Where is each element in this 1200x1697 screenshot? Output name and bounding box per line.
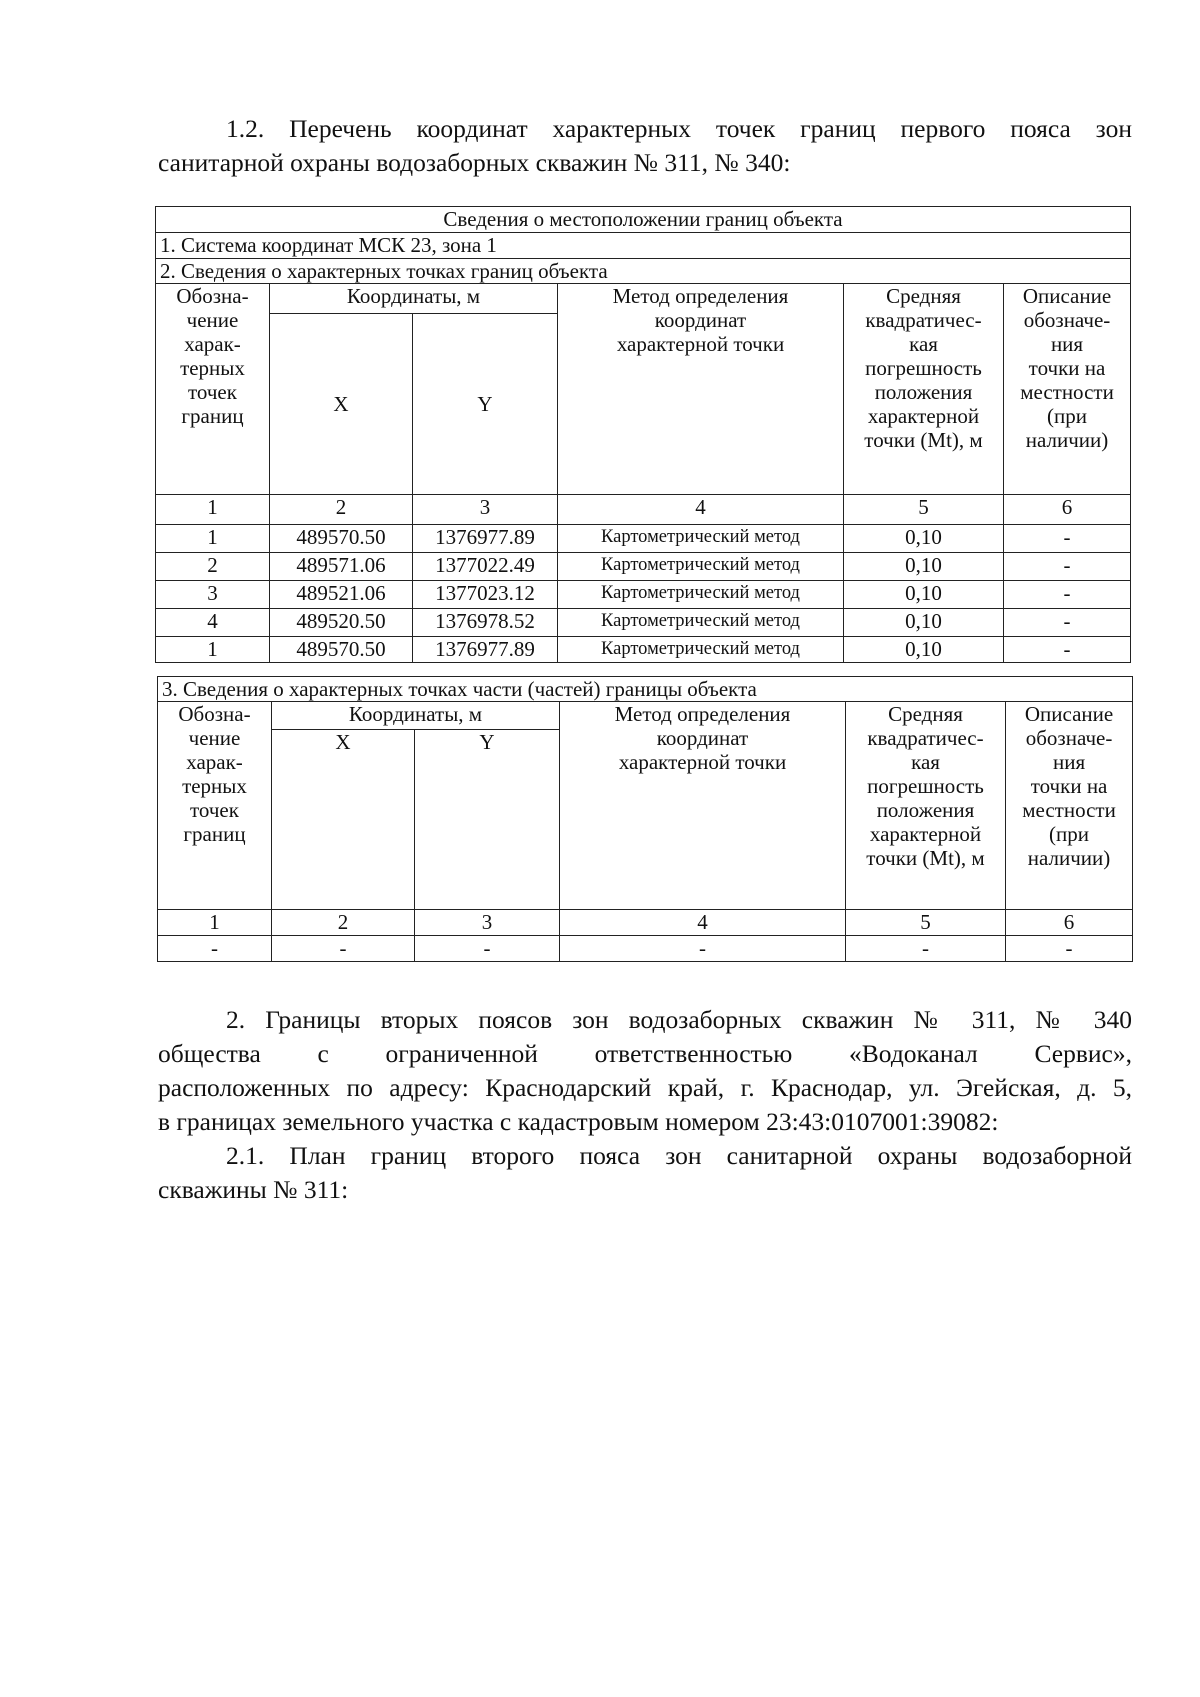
section-2-header: 2. Сведения о характерных точках границ объекта (156, 259, 1131, 284)
section-2-line-3: расположенных по адресу: Краснодарский край, г. Краснодар, ул. Эгейская, д. 5, (158, 1073, 1132, 1102)
description-header-2: Описание обозначе- ния точки на местности (при наличии) (1006, 702, 1133, 910)
section-2-line-2: общества с ограниченной ответственностью «Водоканал Сервис», (158, 1039, 1132, 1068)
section-2-1-paragraph (158, 1139, 1132, 1207)
table-row: 1 489570.50 1376977.89 Картометрический метод 0,10 - (156, 525, 1131, 553)
col-number: 6 (1004, 495, 1131, 525)
table-row: - - - - - - (158, 936, 1133, 962)
section-2-paragraph (158, 1003, 1132, 1139)
col-number: 1 (158, 910, 272, 936)
y-header-2: Y (415, 730, 560, 910)
method-header-2: Метод определения координат характерной точки (560, 702, 846, 910)
section-2-line-1-text: 2. Границы вторых поясов зон водозаборных скважин № 311, № 340 (226, 1005, 1132, 1034)
error-header: Средняя квадратичес- кая погрешность положения характерной точки (Mt), м (844, 284, 1004, 495)
table-row: 1 489570.50 1376977.89 Картометрический метод 0,10 - (156, 637, 1131, 663)
section-2-1-line-1-text: 2.1. План границ второго пояса зон санитарной охраны водозаборной (226, 1141, 1132, 1170)
description-header: Описание обозначе- ния точки на местности (при наличии) (1004, 284, 1131, 495)
col-number: 5 (844, 495, 1004, 525)
y-header: Y (413, 314, 558, 495)
designation-header: Обозна- чение харак- терных точек границ (156, 284, 270, 495)
table-row: 4 489520.50 1376978.52 Картометрический метод 0,10 - (156, 609, 1131, 637)
error-header-2: Средняя квадратичес- кая погрешность положения характерной точки (Mt), м (846, 702, 1006, 910)
col-number: 5 (846, 910, 1006, 936)
col-number: 2 (272, 910, 415, 936)
section-3-header: 3. Сведения о характерных точках части (частей) границы объекта (158, 677, 1133, 702)
section-2-line-4: в границах земельного участка с кадастровым номером 23:43:0107001:39082: (158, 1107, 999, 1136)
col-number: 1 (156, 495, 270, 525)
x-header-2: X (272, 730, 415, 910)
intro-line-1-text: 1.2. Перечень координат характерных точек границ первого пояса зон (226, 114, 1132, 143)
column-numbers-row (156, 495, 1131, 525)
method-header: Метод определения координат характерной точки (558, 284, 844, 495)
col-number: 3 (413, 495, 558, 525)
intro-paragraph (158, 112, 1132, 180)
coordinates-header: Координаты, м (270, 284, 558, 314)
col-number: 2 (270, 495, 413, 525)
col-number: 3 (415, 910, 560, 936)
boundary-table (155, 206, 1131, 663)
table-title: Сведения о местоположении границ объекта (156, 207, 1131, 233)
boundary-parts-table (157, 676, 1133, 962)
col-number: 4 (558, 495, 844, 525)
col-number: 6 (1006, 910, 1133, 936)
coordinate-system-row: 1. Система координат МСК 23, зона 1 (156, 233, 1131, 259)
table-row: 2 489571.06 1377022.49 Картометрический метод 0,10 - (156, 553, 1131, 581)
coordinates-header-2: Координаты, м (272, 702, 560, 730)
col-number: 4 (560, 910, 846, 936)
column-numbers-row-2 (158, 910, 1133, 936)
intro-line-2: санитарной охраны водозаборных скважин № 311, № 340: (158, 148, 791, 177)
table-row: 3 489521.06 1377023.12 Картометрический метод 0,10 - (156, 581, 1131, 609)
section-2-1-line-2: скважины № 311: (158, 1175, 349, 1204)
designation-header-2: Обозна- чение харак- терных точек границ (158, 702, 272, 910)
x-header: X (270, 314, 413, 495)
